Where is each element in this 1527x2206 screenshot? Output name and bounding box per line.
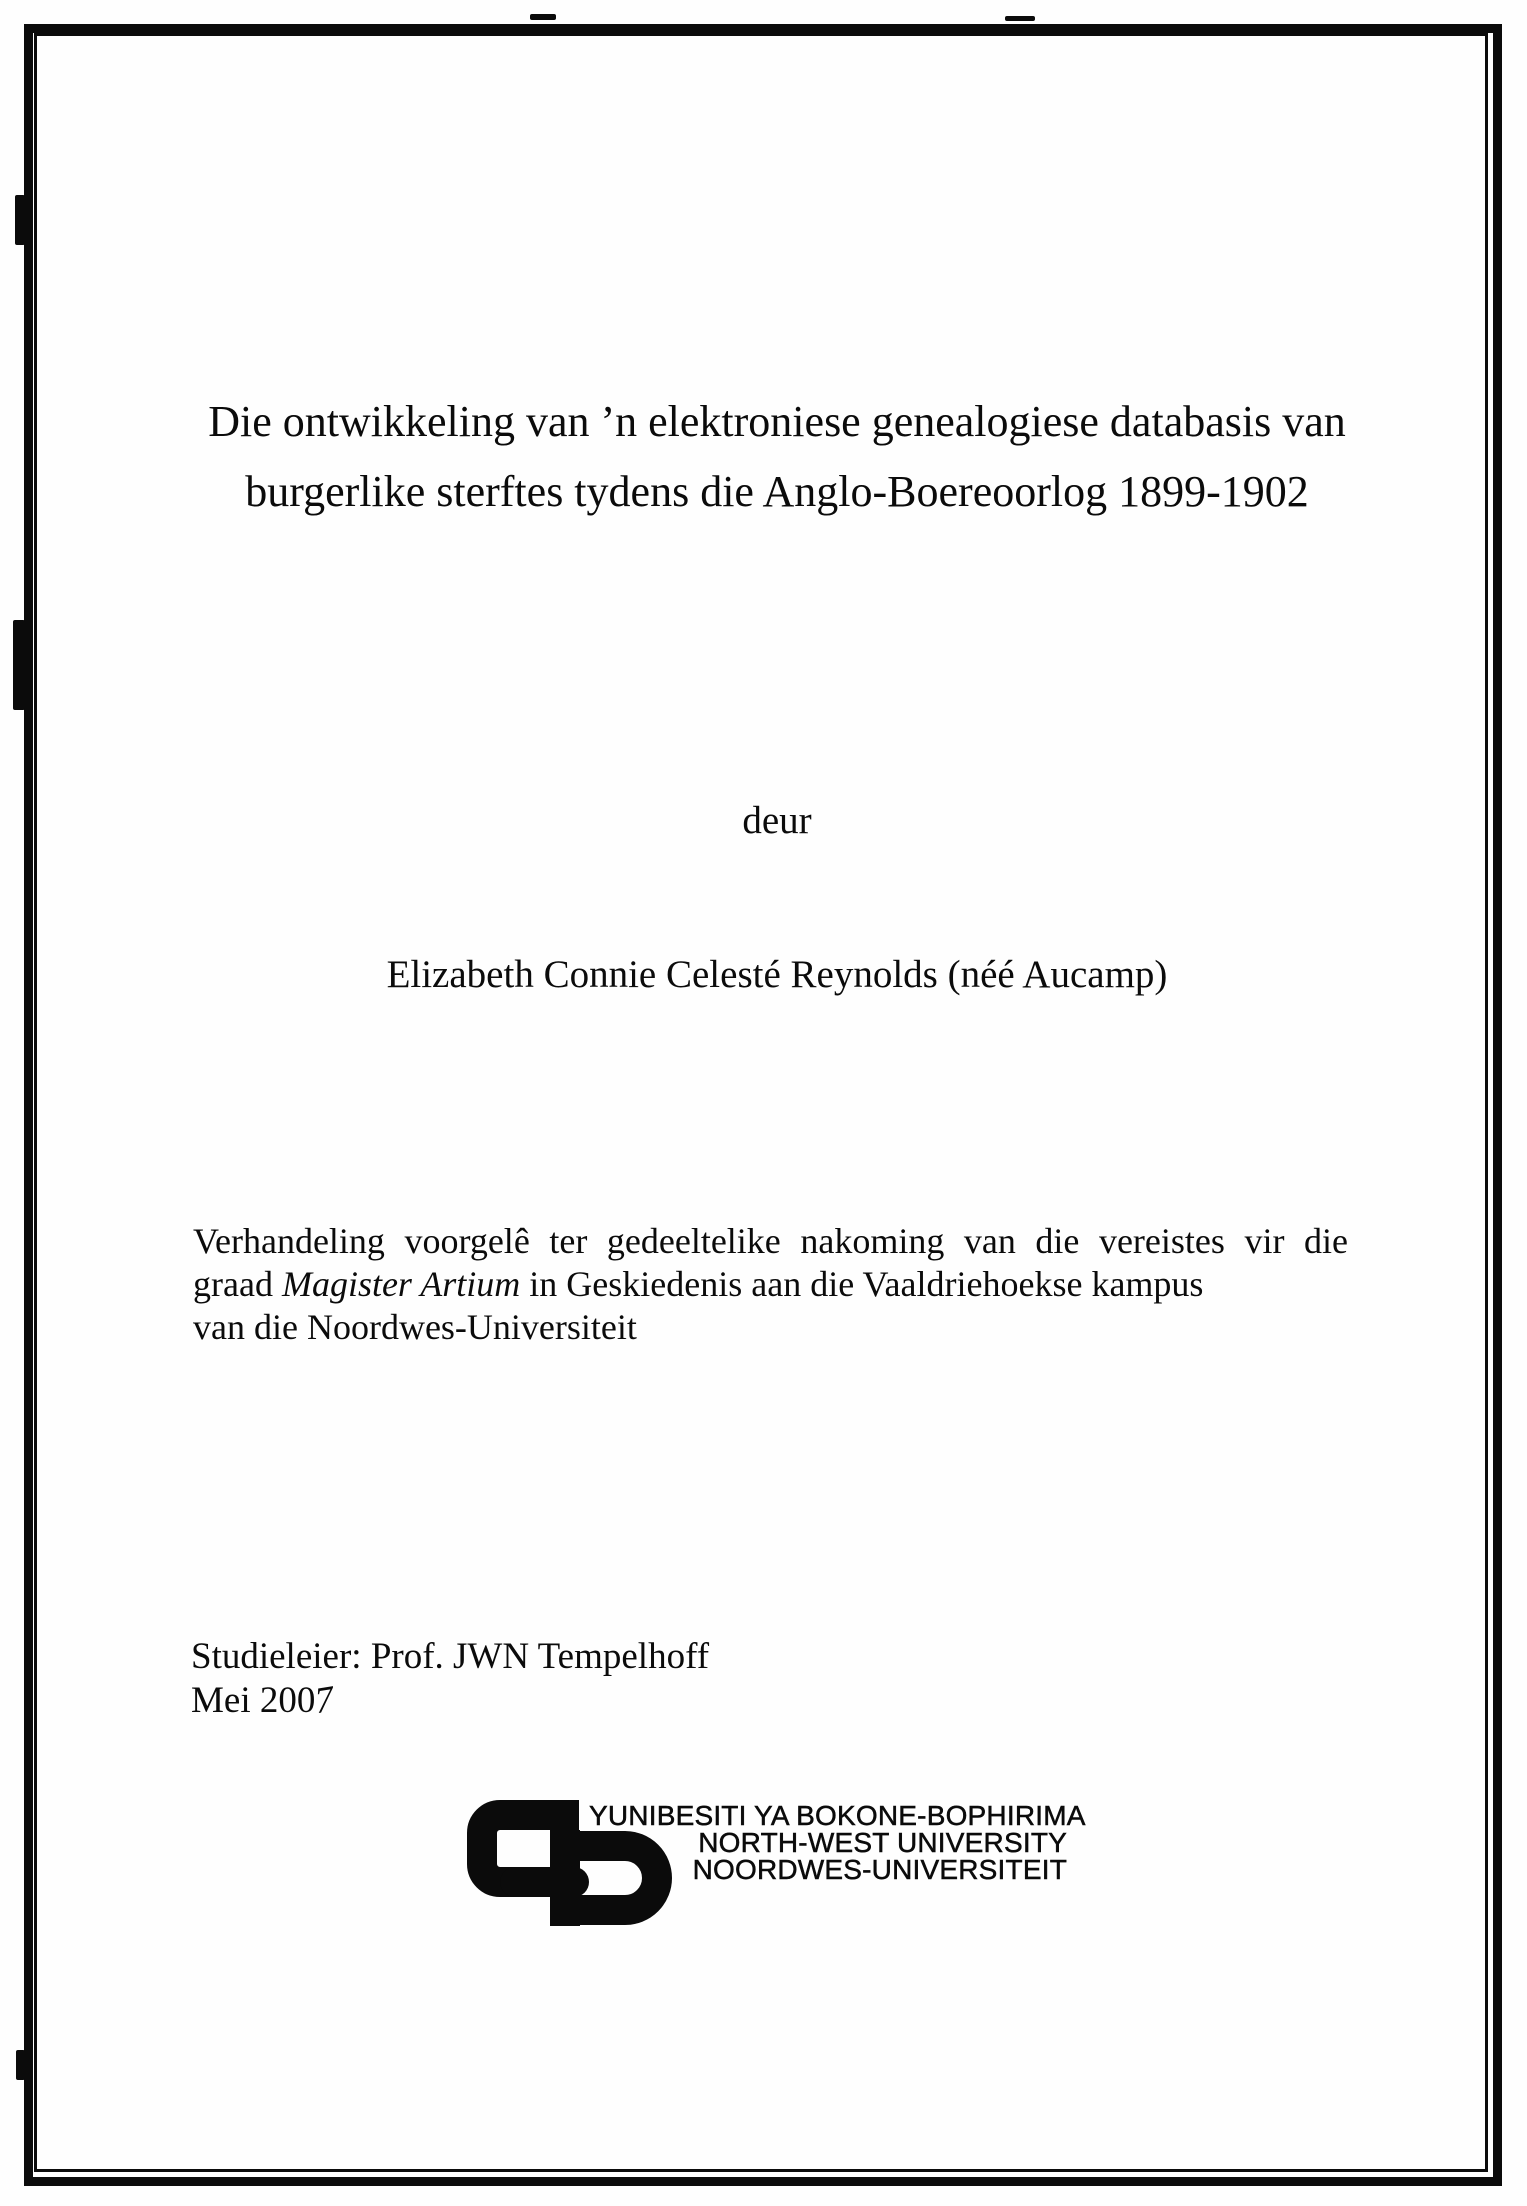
supervisor-line: Studieleier: Prof. JWN Tempelhoff [191,1636,710,1677]
university-wordmark-line-2: NORTH-WEST UNIVERSITY [698,1827,1067,1858]
byline: deur [742,799,812,842]
scan-artifact [16,2050,25,2080]
degree-statement-line-2-pre: graad [193,1264,282,1304]
date-line [191,1679,709,1723]
degree-statement-line-2 [193,1263,1348,1306]
date-prefix: Mei 200 [191,1680,316,1721]
thesis-title-line-2: burgerlike sterftes tydens die Anglo-Boereoorlog 1899-1902 [245,467,1309,516]
scan-artifact [15,195,25,245]
degree-name-italic: Magister Artium [281,1264,521,1304]
university-wordmark-line-1: YUNIBESITI YA BOKONE-BOPHIRIMA [589,1800,1086,1831]
thesis-title-line-1: Die ontwikkeling van ’n elektroniese genealogiese databasis van [208,397,1346,446]
degree-statement [193,1220,1348,1349]
date-last-digit: 7 [314,1678,335,1723]
scan-artifact [13,620,25,710]
university-wordmark [589,1800,1086,1885]
university-wordmark-line-3: NOORDWES-UNIVERSITEIT [692,1854,1067,1885]
supervisor-block [191,1635,709,1723]
degree-statement-line-1: Verhandeling voorgelê ter gedeeltelike nakoming van die vereistes vir die [193,1221,1348,1261]
scan-artifact [1005,16,1035,21]
thesis-title [197,387,1357,527]
degree-statement-line-3: van die Noordwes-Universiteit [193,1307,637,1347]
author-name: Elizabeth Connie Celesté Reynolds (néé Aucamp) [386,953,1168,996]
scan-artifact [530,14,556,20]
degree-statement-line-2-post: in Geskiedenis aan die Vaaldriehoekse kampus [520,1264,1204,1304]
